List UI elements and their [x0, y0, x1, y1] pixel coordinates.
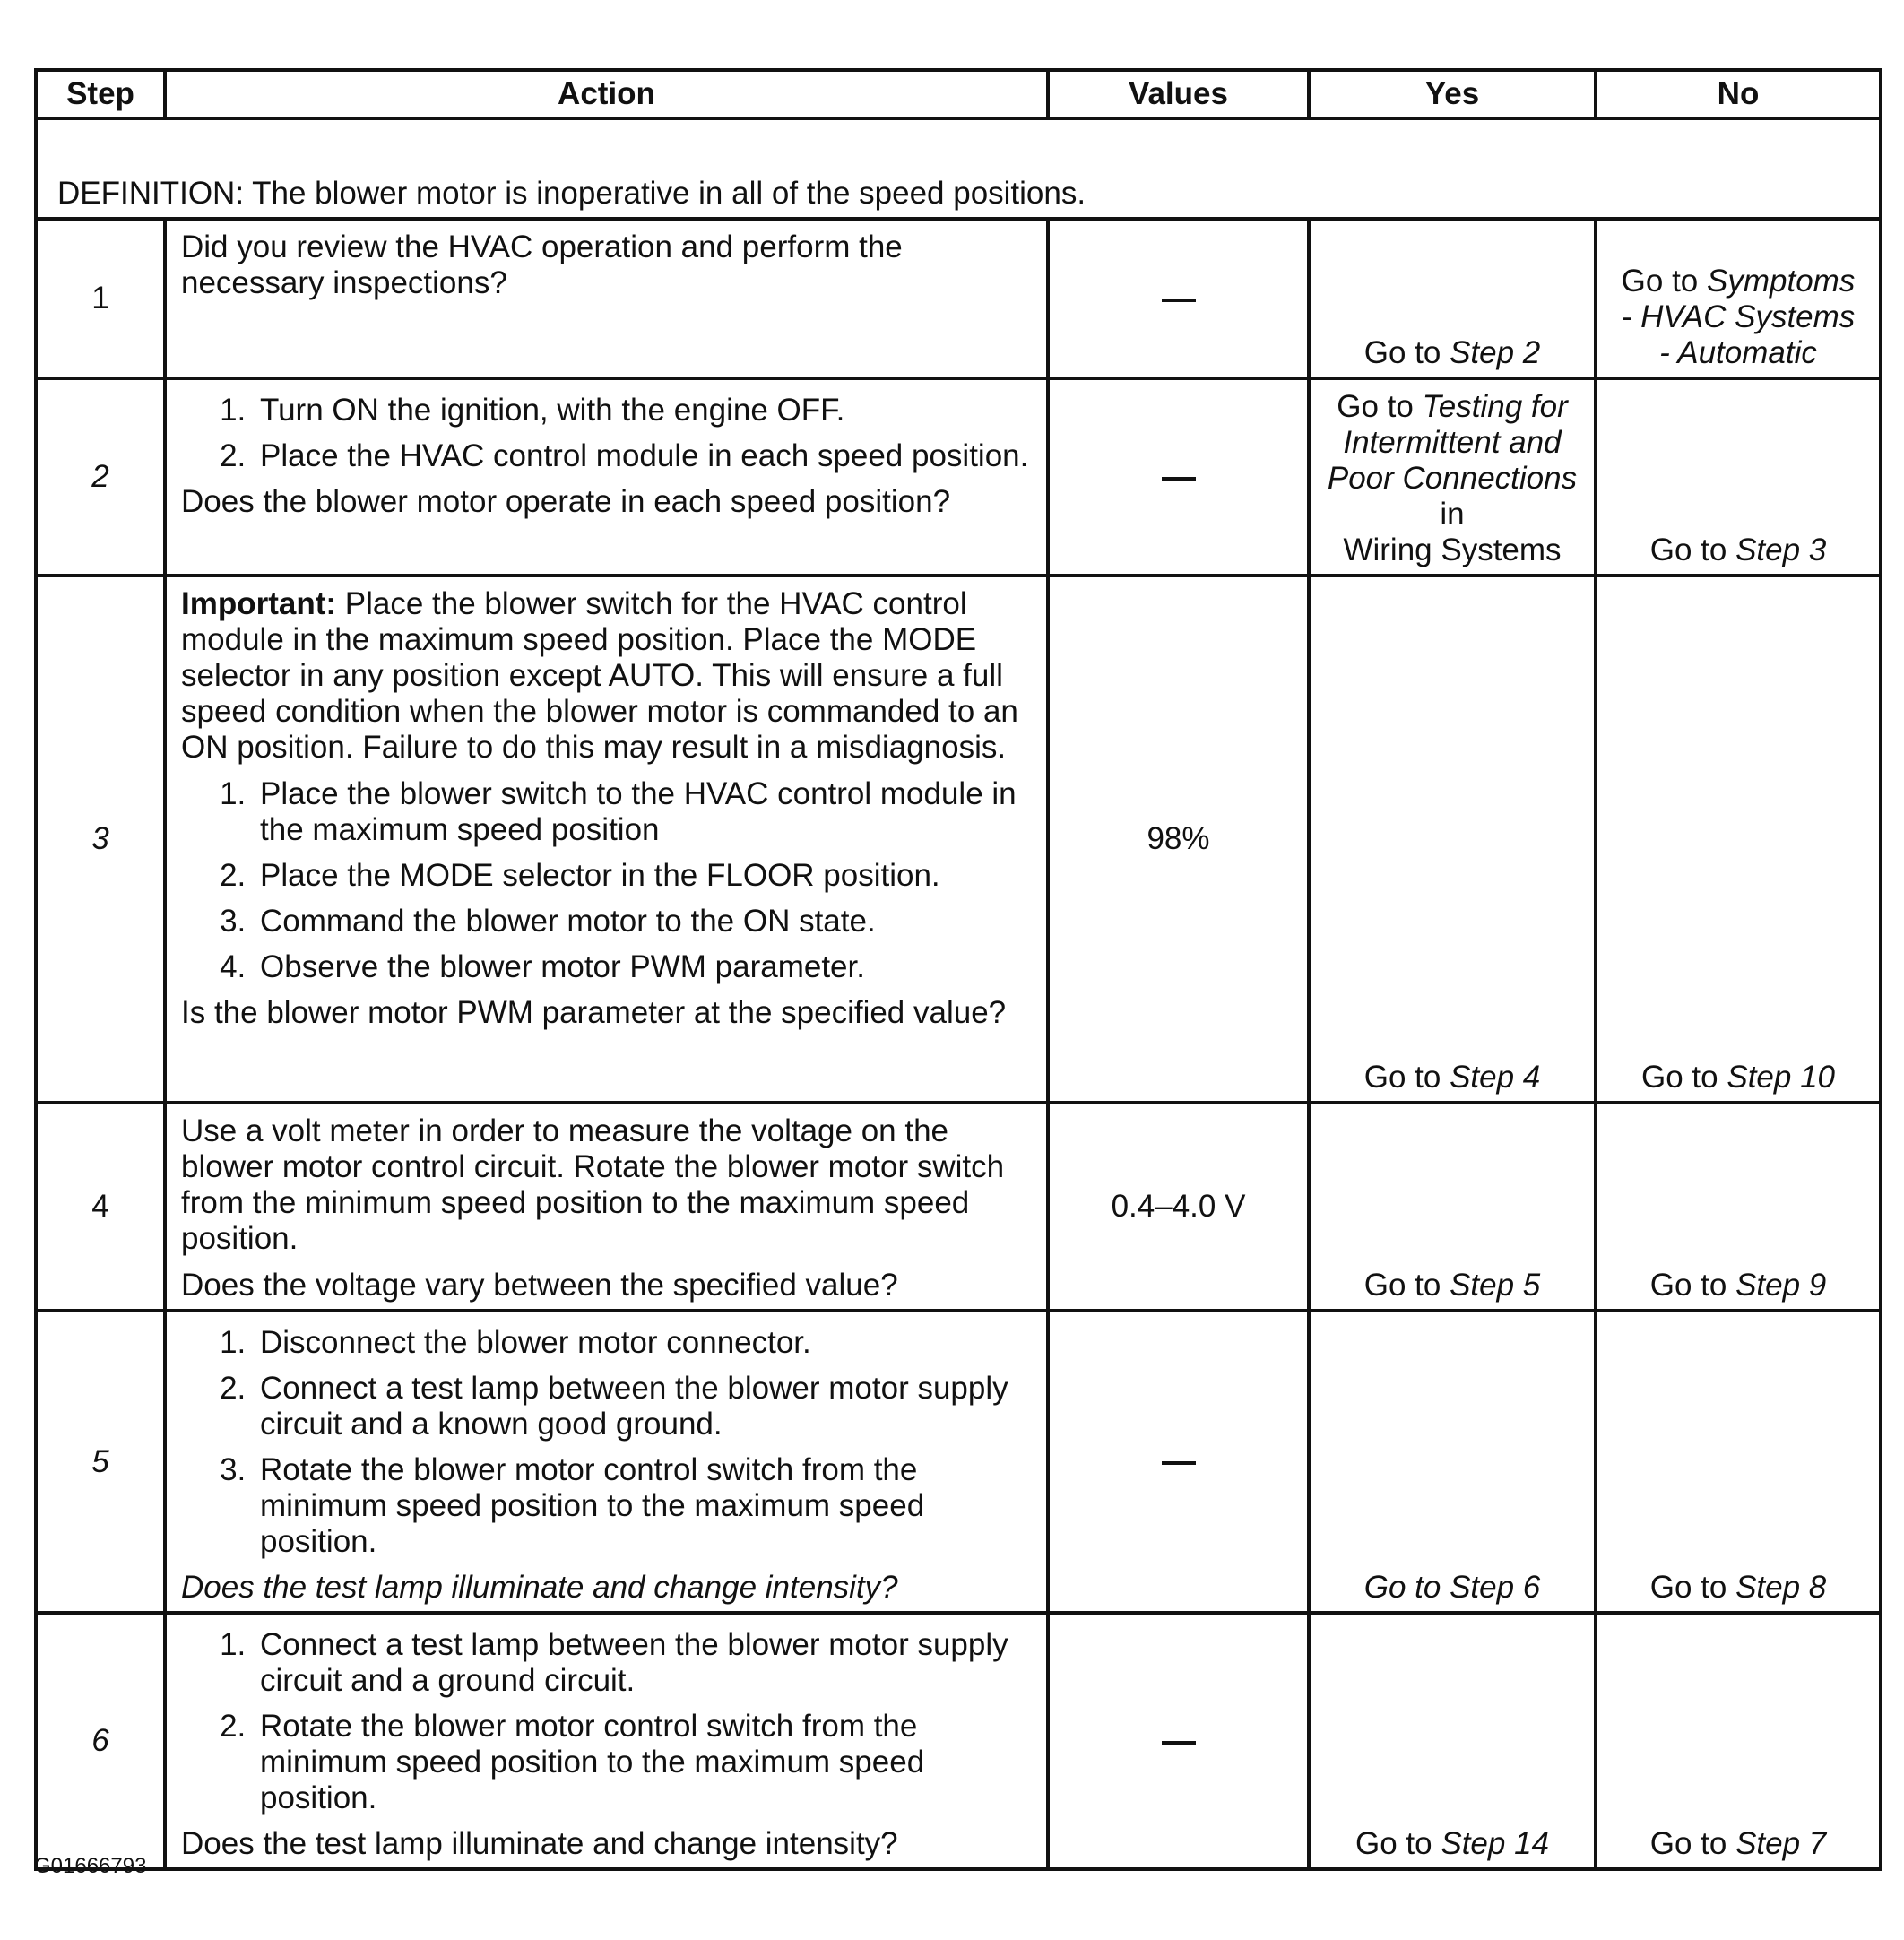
- values-cell: [1048, 378, 1309, 576]
- no-cell: [1596, 219, 1881, 378]
- no-cell: [1596, 576, 1881, 1103]
- yes-target: Step 14: [1441, 1826, 1549, 1861]
- yes-cell: [1309, 576, 1596, 1103]
- go-to-label: Go to: [1649, 1570, 1727, 1605]
- no-target-line: Symptoms: [1707, 264, 1856, 299]
- no-target: Step 7: [1735, 1826, 1827, 1861]
- list-item: 1. Disconnect the blower motor connector.: [255, 1325, 1032, 1361]
- go-to-label: Go to: [1649, 1268, 1727, 1303]
- yes-target-line: Wiring Systems: [1343, 533, 1562, 567]
- step-number: 2: [36, 378, 165, 576]
- table-row: [36, 576, 1881, 1103]
- list-item: 3. Command the blower motor to the ON state.: [255, 904, 1032, 940]
- question-text: Does the blower motor operate in each speed position?: [181, 484, 951, 519]
- yes-cell: [1309, 1103, 1596, 1311]
- header-yes: Yes: [1309, 70, 1596, 118]
- yes-cell: [1309, 1311, 1596, 1613]
- step-number: 3: [36, 576, 165, 1103]
- action-text: Use a volt meter in order to measure the voltage on the blower motor control circuit. Rotate the blower motor switch from the minimum speed position to the maximum speed position.: [181, 1113, 1005, 1256]
- step-number: 5: [36, 1311, 165, 1613]
- no-target-line: - HVAC Systems: [1621, 299, 1856, 334]
- yes-cell: [1309, 219, 1596, 378]
- definition-row: [36, 118, 1881, 219]
- yes-target-line: Intermittent and: [1343, 425, 1562, 460]
- list-item: 1. Turn ON the ignition, with the engine OFF.: [255, 393, 1032, 429]
- no-target-line: - Automatic: [1659, 335, 1817, 370]
- header-no: No: [1596, 70, 1881, 118]
- list-item: 1. Connect a test lamp between the blower motor supply circuit and a ground circuit.: [255, 1627, 1032, 1699]
- important-label: Important:: [181, 586, 337, 621]
- table-row: [36, 1613, 1881, 1869]
- list-item: 2. Place the MODE selector in the FLOOR position.: [255, 858, 1032, 894]
- go-to-label: Go to: [1363, 1268, 1441, 1303]
- dash-mark: [1162, 299, 1196, 302]
- dash-mark: [1162, 1461, 1196, 1465]
- no-target: Step 3: [1735, 533, 1827, 567]
- figure-id: G01666793: [34, 1854, 147, 1878]
- go-to-label: Go to: [1355, 1826, 1432, 1861]
- go-to-label: Go to: [1621, 264, 1699, 299]
- diagnostic-table: [34, 68, 1882, 1871]
- action-cell: [165, 219, 1048, 378]
- instruction-list: [181, 776, 1032, 985]
- no-target: Step 9: [1735, 1268, 1827, 1303]
- no-target: Step 10: [1727, 1060, 1835, 1095]
- important-text: Place the blower switch for the HVAC control module in the maximum speed position. Place the MODE selector in any position except AUTO. This will ensure a full speed condition when the blower motor is commanded to an ON position. Failure to do this may result in a misdiagnosis.: [181, 586, 1018, 765]
- dash-mark: [1162, 477, 1196, 481]
- instruction-list: [181, 1325, 1032, 1560]
- instruction-list: [181, 393, 1032, 474]
- header-values: Values: [1048, 70, 1309, 118]
- go-to-label: Go to: [1337, 389, 1414, 424]
- yes-target-line: Poor Connections: [1327, 461, 1578, 496]
- no-cell: [1596, 1613, 1881, 1869]
- go-to-label: Go to: [1649, 533, 1727, 567]
- list-item: 2. Connect a test lamp between the blower motor supply circuit and a known good ground.: [255, 1371, 1032, 1442]
- yes-target: Step 5: [1450, 1268, 1541, 1303]
- yes-target-line: in: [1440, 497, 1465, 532]
- action-cell: [165, 1103, 1048, 1311]
- go-to-label: Go to: [1363, 1060, 1441, 1095]
- yes-target: Step 6: [1450, 1570, 1541, 1605]
- no-cell: [1596, 378, 1881, 576]
- table-row: [36, 219, 1881, 378]
- yes-target: Step 2: [1450, 335, 1541, 370]
- action-cell: [165, 1613, 1048, 1869]
- values-cell: 98%: [1048, 576, 1309, 1103]
- question-text: Does the voltage vary between the specified value?: [181, 1268, 898, 1303]
- no-target: Step 8: [1735, 1570, 1827, 1605]
- dash-mark: [1162, 1741, 1196, 1745]
- yes-target-line: Testing for: [1422, 389, 1568, 424]
- list-item: 2. Rotate the blower motor control switch from the minimum speed position to the maximum speed position.: [255, 1709, 1032, 1816]
- list-item: 1. Place the blower switch to the HVAC control module in the maximum speed position: [255, 776, 1032, 848]
- definition-text: DEFINITION: The blower motor is inoperative in all of the speed positions.: [36, 118, 1881, 219]
- question-text: Does the test lamp illuminate and change intensity?: [181, 1826, 898, 1861]
- question-text: Does the test lamp illuminate and change intensity?: [181, 1570, 898, 1605]
- instruction-list: [181, 1627, 1032, 1816]
- question-text: Is the blower motor PWM parameter at the specified value?: [181, 995, 1007, 1030]
- important-note: [181, 586, 1032, 766]
- values-cell: [1048, 1613, 1309, 1869]
- step-number: 1: [36, 219, 165, 378]
- list-item: 3. Rotate the blower motor control switch from the minimum speed position to the maximum speed position.: [255, 1452, 1032, 1560]
- header-action: Action: [165, 70, 1048, 118]
- values-cell: [1048, 1311, 1309, 1613]
- header-step: Step: [36, 70, 165, 118]
- list-item: 4. Observe the blower motor PWM parameter.: [255, 949, 1032, 985]
- no-cell: [1596, 1311, 1881, 1613]
- action-cell: [165, 378, 1048, 576]
- values-cell: [1048, 219, 1309, 378]
- list-item: 2. Place the HVAC control module in each speed position.: [255, 438, 1032, 474]
- action-cell: [165, 1311, 1048, 1613]
- go-to-label: Go to: [1649, 1826, 1727, 1861]
- yes-target: Step 4: [1450, 1060, 1541, 1095]
- table-row: [36, 1311, 1881, 1613]
- action-cell: [165, 576, 1048, 1103]
- go-to-label: Go to: [1641, 1060, 1718, 1095]
- go-to-label: Go to: [1363, 335, 1441, 370]
- yes-cell: [1309, 378, 1596, 576]
- go-to-label: Go to: [1363, 1570, 1441, 1605]
- step-number: 6: [36, 1613, 165, 1869]
- values-cell: 0.4–4.0 V: [1048, 1103, 1309, 1311]
- yes-cell: [1309, 1613, 1596, 1869]
- header-row: [36, 70, 1881, 118]
- no-cell: [1596, 1103, 1881, 1311]
- table-row: [36, 1103, 1881, 1311]
- table-row: [36, 378, 1881, 576]
- action-text: Did you review the HVAC operation and perform the necessary inspections?: [181, 230, 903, 300]
- step-number: 4: [36, 1103, 165, 1311]
